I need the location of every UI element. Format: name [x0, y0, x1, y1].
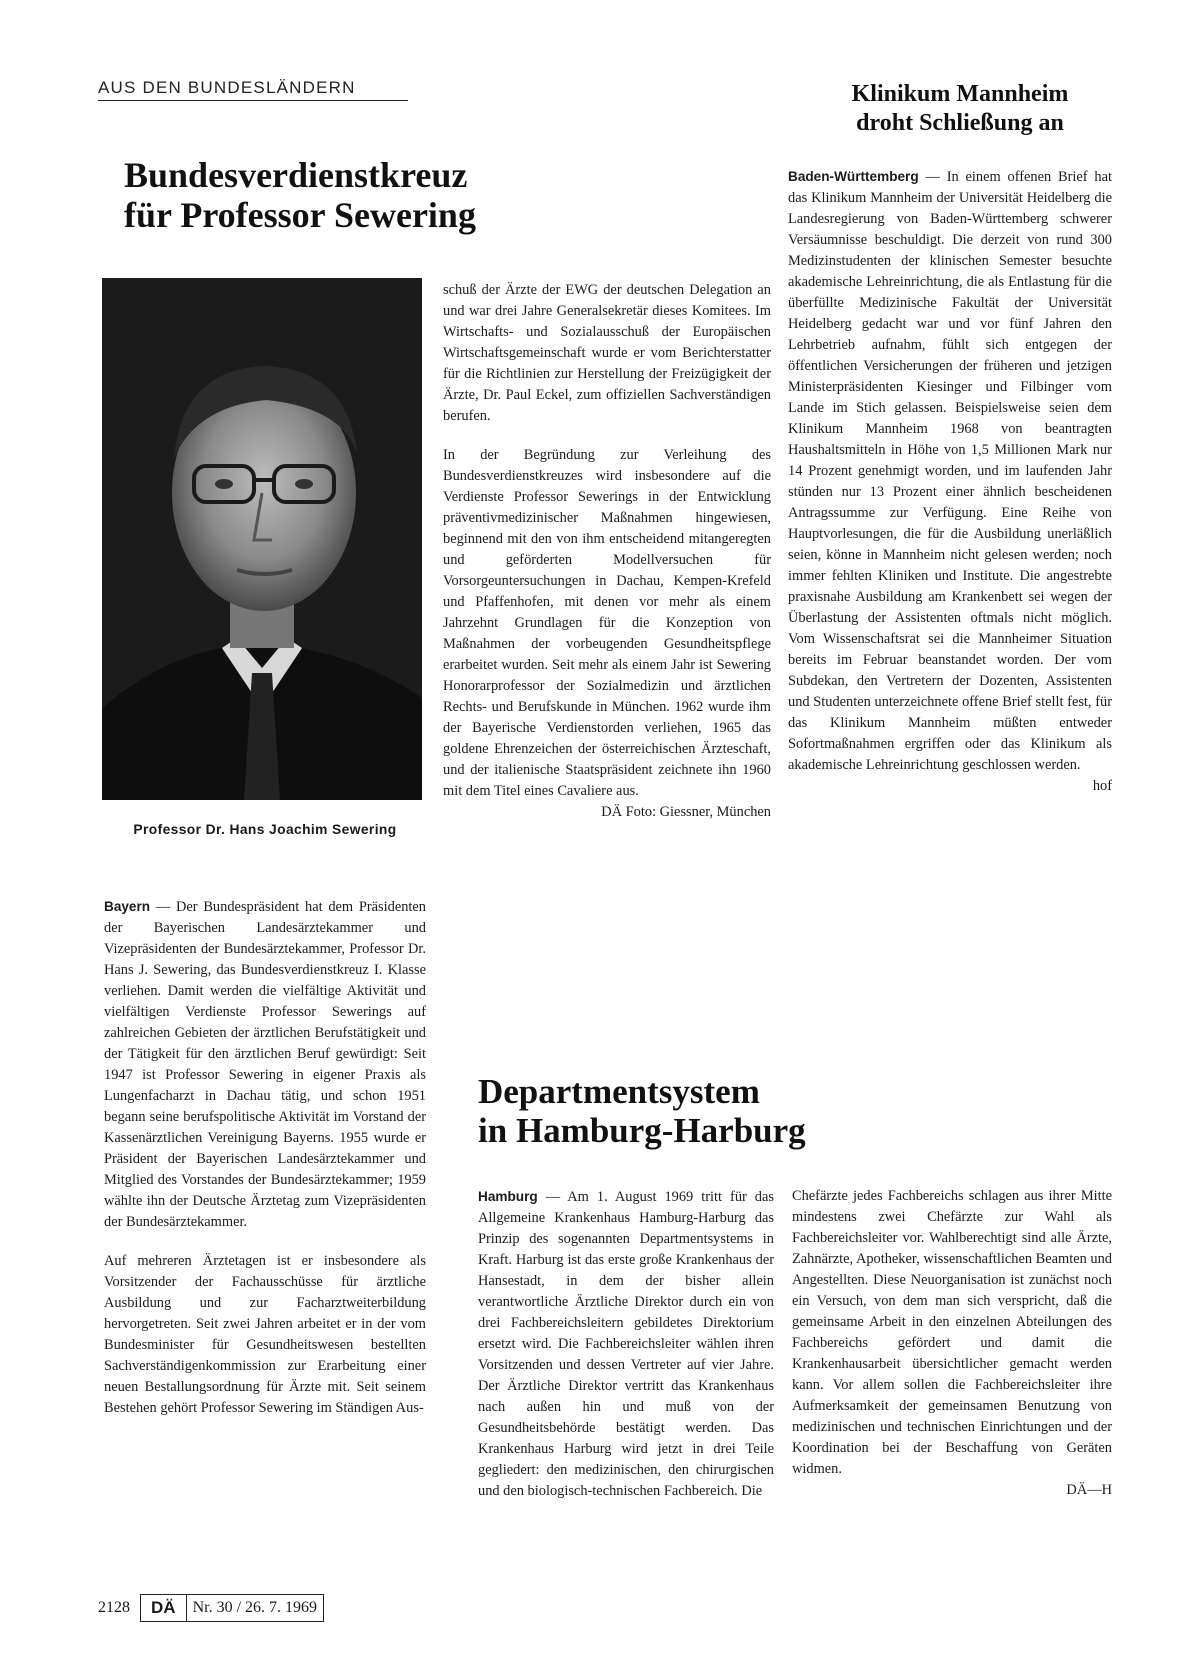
dateline-baden-wuerttemberg: Baden-Württemberg [788, 169, 919, 184]
journal-issue-box [140, 1594, 324, 1622]
issue-info: Nr. 30 / 26. 7. 1969 [192, 1599, 318, 1616]
mannheim-article-text: — In einem offenen Brief hat das Klinikum Mannheim der Universität Heidelberg die Landesregierung von Baden-Württemberg schwerer Versäumnisse beschuldigt. Die derzeit von rund 300 Medizinstudenten der klinischen Semester besuchte akademische Lehreinrichtung, die als Entlastung für die überfüllte Medizinische Fakultät der Universität Heidelberg gedacht war und vor fünf Jahren den Lehrbetrieb aufnahm, fühlt sich entgegen der öffentlichen Versicherungen der früheren und jetzigen Ministerpräsidenten Kiesinger und Filbinger vom Lande im Stich gelassen. Beispielsweise seien dem Klinikum Mannheim 1968 von beantragten Haushaltsmitteln in Höhe von 1,5 Millionen Mark nur 14 Prozent genehmigt worden, und im laufenden Jahr stünden nur 13 Prozent einer ähnlich bescheidenen Antragssumme zur Verfügung. Eine Reihe von Hauptvorlesungen, die für die Ausbildung unerläßlich seien, könne in Mannheim nicht gelesen werden; noch immer fehlten Kliniken und Institute. Die angestrebte praxisnahe Ausbildung am Krankenbett sei wegen der Überlastung der Assistenten oftmals nicht möglich. Vom Wissenschaftsrat sei die Mannheimer Situation bereits im Februar beanstandet worden. Der vom Subdekan, den Vertretern der Dozenten, Assistenten und Studenten unterzeichnete offene Brief stellt fest, für das Klinikum Mannheim müßten entweder Sofortmaßnahmen ergriffen oder das Klinikum als akademische Lehreinrichtung geschlossen werden. [788, 169, 1112, 773]
main-article-paragraph [104, 896, 426, 1233]
main-article-column-2 [443, 280, 771, 823]
section-label: AUS DEN BUNDESLÄNDERN [98, 78, 408, 101]
portrait-illustration [102, 278, 422, 800]
journal-logo: DÄ [141, 1595, 187, 1621]
main-headline-line2: für Professor Sewering [124, 195, 476, 236]
portrait-photo [102, 278, 422, 800]
hamburg-article-paragraph [478, 1186, 774, 1502]
mannheim-headline-line2: droht Schließung an [856, 109, 1064, 136]
hamburg-signature: DÄ—H [1066, 1482, 1112, 1498]
main-article-paragraph: In der Begründung zur Verleihung des Bundesverdienstkreuzes wird insbesondere auf die Verdienste Professor Sewerings in der Entwicklung präventivmedizinischer Maßnahmen hingewiesen, beginnend mit den von ihm entscheidend mitangeregten und geförderten Modellversuchen für Vorsorgeuntersuchungen in Dachau, Kempen-Krefeld und Pfaffenhofen, mit denen vor mehr als einem Jahrzehnt Grundlagen für die Konzeption von Maßnahmen der vorbeugenden Gesundheitspflege erarbeitet wurden. Seit mehr als einem Jahr ist Sewering Honorarprofessor der Sozialmedizin und ärztlichen Rechts- und Berufskunde in München. 1962 wurde ihm der Bayerische Verdienstorden verliehen, 1965 das goldene Ehrenzeichen der österreichischen Ärzteschaft, und der italienische Staatspräsident zeichnete ihn 1960 mit dem Titel eines Cavaliere aus. [443, 447, 771, 799]
main-article-paragraph: Auf mehreren Ärztetagen ist er insbesondere als Vorsitzender der Fachausschüsse für ärztliche Ausbildung und zur Facharztweiterbildung hervorgetreten. Seit zwei Jahren arbeitet er in der vom Bundesminister für Gesundheitswesen bestellten Sachverständigenkommission zur Erarbeitung einer neuen Bestallungsordnung für Ärzte mit. Seit seinem Bestehen gehört Professor Sewering im Ständigen Aus- [104, 1253, 426, 1416]
mannheim-signature: hof [1092, 778, 1112, 794]
hamburg-article-text: — Am 1. August 1969 tritt für das Allgemeine Krankenhaus Hamburg-Harburg das Prinzip des sogenannten Departmentsystems in Kraft. Harburg ist das erste große Krankenhaus der Hansestadt, in dem der bisher allein verantwortliche Ärztliche Direktor durch ein von drei Fachbereichsleitern gebildetes Direktorium ersetzt wird. Die Fachbereichsleiter wählen ihren Vorsitzenden und dessen Vertreter auf vier Jahre. Der Ärztliche Direktor vertritt das Krankenhaus nach außen hin und muß von der Gesundheitsbehörde bestätigt werden. Das Krankenhaus Harburg wird jetzt in drei Teile gegliedert: den medizinischen, den chirurgischen und den biologisch-technischen Fachbereich. Die [478, 1189, 774, 1499]
main-article-paragraph: schuß der Ärzte der EWG der deutschen Delegation an und war drei Jahre Generalsekretär dieses Komitees. Im Wirtschafts- und Sozialausschuß der Europäischen Wirtschaftsgemeinschaft wurde er vom Berichterstatter für die Richtlinien zur Herstellung der Freizügigkeit der Ärzte, Dr. Paul Eckel, zum offiziellen Sachverständigen berufen. [443, 282, 771, 424]
page-footer [98, 1594, 324, 1622]
hamburg-article-paragraph: Chefärzte jedes Fachbereichs schlagen aus ihrer Mitte mindestens zwei Chefärzte zur Wahl als Fachbereichsleiter vor. Wahlberechtigt sind alle Ärzte, Zahnärzte, Apotheker, wissenschaftlichen Beamten und Angestellten. Diese Neuorganisation ist zunächst noch ein Versuch, von dem man sich verspricht, daß die gemeinsame Arbeit in den einzelnen Abteilungen des Fachbereichs gefördert und damit die Krankenhausarbeit übersichtlicher gemacht werden kann. Vor allem sollen die Fachbereichsleiter ihre Aufmerksamkeit der gemeinsamen Benutzung von medizinischen und technischen Einrichtungen und der Koordination bei der Beschaffung von Geräten widmen. [792, 1188, 1112, 1477]
main-headline-line1: Bundesverdienstkreuz [124, 155, 468, 195]
main-article-text: — Der Bundespräsident hat dem Präsidenten der Bayerischen Landesärztekammer und Vizepräsidenten der Bundesärztekammer, Professor Dr. Hans J. Sewering, das Bundesverdienstkreuz I. Klasse verliehen. Damit werden die vielfältige Aktivität und vielfältigen Verdienste Professor Sewerings auf zahlreichen Gebieten der ärztlichen Berufstätigkeit und der Tätigkeit für den ärztlichen Beruf gewürdigt: Seit 1947 ist Professor Sewering in eigener Praxis als Lungenfacharzt in Dachau tätig, und schon 1951 begann seine berufspolitische Aktivität im Vorstand der Kassenärztlichen Vereinigung Bayerns. 1955 wurde er Präsident der Bayerischen Landesärztekammer und Mitglied des Vorstandes der Bundesärztekammer; 1959 wählte ihn der Deutsche Ärztetag zum Vizepräsidenten der Bundesärztekammer. [104, 899, 426, 1230]
hamburg-headline-line1: Departmentsystem [478, 1072, 760, 1111]
hamburg-headline [478, 1072, 938, 1150]
photo-credit: DÄ Foto: Giessner, München [601, 804, 771, 820]
hamburg-article-column-right [792, 1186, 1112, 1501]
mannheim-headline-line1: Klinikum Mannheim [851, 81, 1069, 107]
hamburg-article-column-left [478, 1186, 774, 1502]
page-number: 2128 [98, 1599, 130, 1616]
dateline-bayern: Bayern [104, 899, 151, 914]
main-headline [124, 155, 544, 236]
dateline-hamburg: Hamburg [478, 1189, 538, 1204]
main-article-column-1 [104, 896, 426, 1419]
mannheim-article-paragraph [788, 166, 1112, 797]
mannheim-article-column [788, 166, 1112, 797]
hamburg-headline-line2: in Hamburg-Harburg [478, 1111, 806, 1151]
photo-caption: Professor Dr. Hans Joachim Sewering [133, 822, 397, 837]
mannheim-headline [820, 80, 1100, 138]
